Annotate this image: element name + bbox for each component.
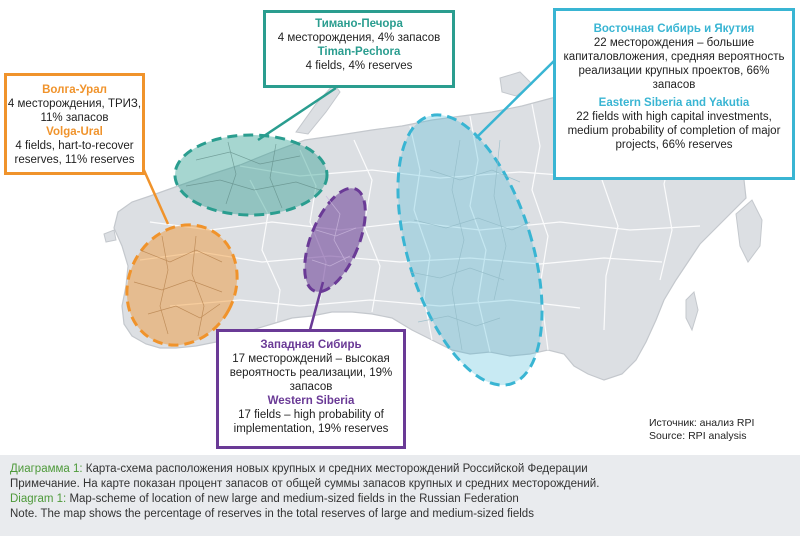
volga-ural-title-en: Volga-Ural bbox=[46, 126, 103, 138]
caption-ru-title-line bbox=[10, 462, 790, 477]
volga-ural-title-ru: Волга-Урал bbox=[42, 84, 107, 96]
volga-ural-text-ru: 4 месторождения, ТРИЗ, 11% запасов bbox=[7, 98, 142, 124]
caption-ru-title: Карта-схема расположения новых крупных и средних месторождений Российской Федерации bbox=[85, 463, 588, 475]
eastern-siberia-title-ru: Восточная Сибирь и Якутия bbox=[593, 23, 755, 35]
eastern-siberia-text-en: 22 fields with high capital investments, medium probability of completion of major projects, 66% reserves bbox=[567, 111, 781, 151]
western-siberia-text-ru: 17 месторождений – высокая вероятность реализации, 19% запасов bbox=[229, 353, 393, 393]
volga-ural-callout bbox=[4, 73, 145, 175]
timan-pechora-title-ru: Тимано-Печора bbox=[315, 18, 403, 30]
severnaya-zemlya-island bbox=[500, 72, 532, 96]
sakhalin-island bbox=[686, 292, 698, 330]
kaliningrad-exclave bbox=[104, 230, 116, 242]
timan-pechora-text-en: 4 fields, 4% reserves bbox=[305, 60, 413, 72]
caption-ru-note: Примечание. На карте показан процент запасов от общей суммы запасов крупных и средних месторождений. bbox=[10, 478, 600, 490]
western-siberia-text-en: 17 fields – high probability of implementation, 19% reserves bbox=[233, 409, 389, 435]
western-siberia-title-ru: Западная Сибирь bbox=[260, 339, 362, 351]
caption-en-note: Note. The map shows the percentage of reserves in the total reserves of large and medium-sized fields bbox=[10, 508, 534, 520]
caption-en-label: Diagram 1: bbox=[10, 493, 67, 505]
timan-pechora-region-marker bbox=[175, 135, 327, 215]
source-note bbox=[649, 417, 754, 443]
caption-ru-label: Диаграмма 1: bbox=[10, 463, 83, 475]
caption-en-title-line bbox=[10, 492, 790, 507]
western-siberia-callout bbox=[216, 329, 406, 449]
eastern-siberia-callout bbox=[553, 8, 795, 180]
timan-pechora-title-en: Timan-Pechora bbox=[317, 46, 401, 58]
eastern-siberia-title-en: Eastern Siberia and Yakutia bbox=[598, 97, 750, 109]
timan-pechora-text-ru: 4 месторождения, 4% запасов bbox=[277, 32, 441, 44]
volga-ural-text-en: 4 fields, hart-to-recover reserves, 11% reserves bbox=[14, 140, 135, 166]
figure-caption bbox=[0, 455, 800, 536]
timan-pechora-callout bbox=[263, 10, 455, 88]
western-siberia-title-en: Western Siberia bbox=[267, 395, 355, 407]
source-ru: Источник: анализ RPI bbox=[649, 417, 755, 429]
caption-en-title: Map-scheme of location of new large and medium-sized fields in the Russian Federation bbox=[69, 493, 519, 505]
eastern-siberia-text-ru: 22 месторождения – большие капиталовложения, средняя вероятность реализации крупных проектов, 66% запасов bbox=[563, 37, 785, 91]
source-en: Source: RPI analysis bbox=[649, 430, 747, 442]
kamchatka-peninsula bbox=[736, 200, 762, 262]
